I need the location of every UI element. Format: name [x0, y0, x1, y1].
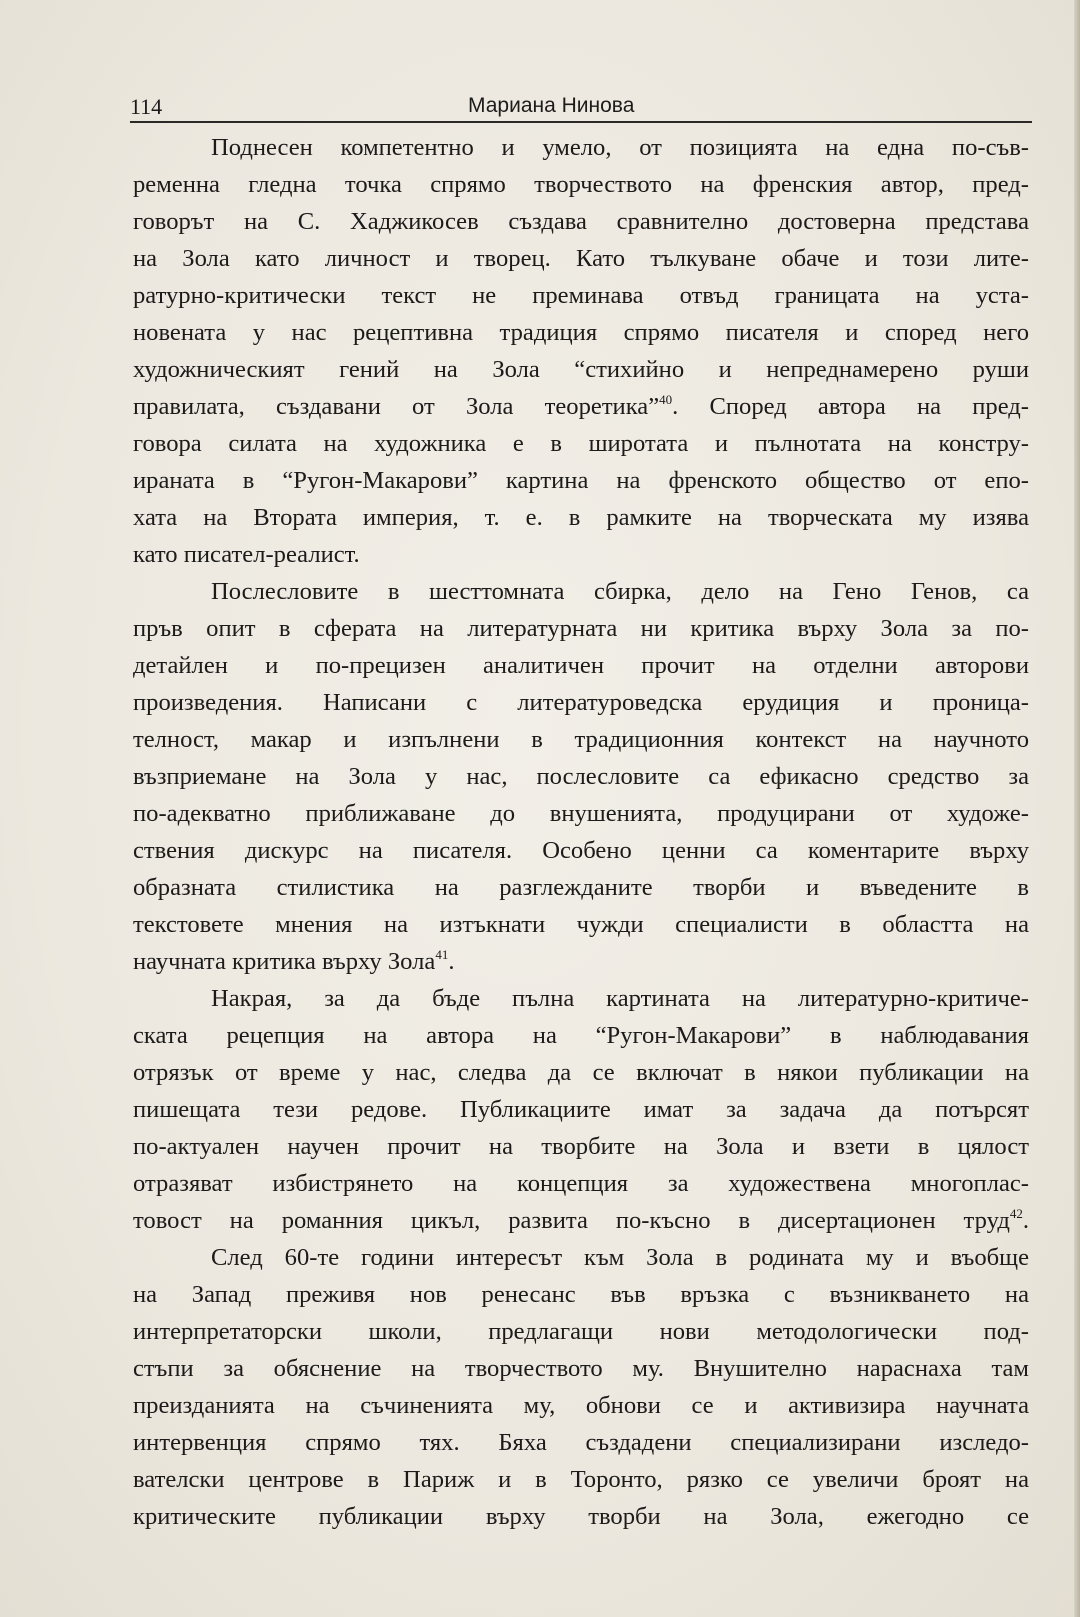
text-line: говора силата на художника е в широтата и пълнотата на констру-: [133, 430, 1029, 457]
text-line: говорът на С. Хаджикосев създава сравнително достоверна представа: [133, 208, 1029, 235]
footnote-ref-41: 41: [435, 947, 449, 962]
text-line: новената у нас рецептивна традиция спрямо писателя и според него: [133, 319, 1029, 346]
page-edge-shadow: [1074, 0, 1080, 1617]
paragraph-3: [133, 980, 1029, 1239]
text-line: преизданията на съчиненията му, обнови се и активизира научната: [133, 1392, 1029, 1419]
text-line: телност, макар и изпълнени в традиционния контекст на научното: [133, 726, 1029, 753]
text-line: по-адекватно приближаване до внушенията, продуцирани от художе-: [133, 800, 1029, 827]
footnote-ref-40: 40: [659, 392, 673, 407]
text-line: интервенция спрямо тях. Бяха създадени специализирани изследо-: [133, 1429, 1029, 1456]
text-line: ствения дискурс на писателя. Особено ценни са коментарите върху: [133, 837, 1029, 864]
text-fragment: .: [448, 948, 455, 975]
text-line: Поднесен компетентно и умело, от позицията на една по-съв-: [211, 134, 1029, 161]
text-line: [133, 1202, 1029, 1239]
text-line: Послесловите в шесттомната сбирка, дело на Гено Генов, са: [211, 578, 1029, 605]
running-head-author: Мариана Нинова: [468, 94, 635, 117]
text-line: ираната в “Ругон-Макарови” картина на френското общество от епо-: [133, 467, 1029, 494]
text-line: текстовете мнения на изтъкнати чужди специалисти в областта на: [133, 911, 1029, 938]
header-rule: [130, 121, 1032, 123]
text-fragment: .: [1022, 1207, 1029, 1234]
text-line: на Зола като личност и творец. Като тълкуване обаче и този лите-: [133, 245, 1029, 272]
text-line: [133, 388, 1029, 425]
footnote-ref-42: 42: [1009, 1206, 1023, 1221]
text-fragment: научната критика върху Зола: [133, 948, 436, 975]
text-line: отрязък от време у нас, следва да се включат в някои публикации на: [133, 1059, 1029, 1086]
text-line: ската рецепция на автора на “Ругон-Макарови” в наблюдавания: [133, 1022, 1029, 1049]
text-line: интерпретаторски школи, предлагащи нови методологически под-: [133, 1318, 1029, 1345]
text-line: ратурно-критически текст не преминава отвъд границата на уста-: [133, 282, 1029, 309]
text-line: ременна гледна точка спрямо творчеството на френския автор, пред-: [133, 171, 1029, 198]
text-line: хата на Втората империя, т. е. в рамките на творческата му изява: [133, 504, 1029, 531]
paragraph-1: [133, 129, 1029, 573]
text-line: произведения. Написани с литературоведска ерудиция и проница-: [133, 689, 1029, 716]
text-line: художническият гений на Зола “стихийно и непреднамерено руши: [133, 356, 1029, 383]
text-line: След 60-те години интересът към Зола в родината му и въобще: [211, 1244, 1029, 1271]
text-line: пръв опит в сферата на литературната ни критика върху Зола за по-: [133, 615, 1029, 642]
text-line: по-актуален научен прочит на творбите на Зола и взети в цялост: [133, 1133, 1029, 1160]
page-header: [130, 94, 1032, 124]
body-text: [133, 129, 1029, 1535]
text-line: Накрая, за да бъде пълна картината на литературно-критиче-: [211, 985, 1029, 1012]
page-number: 114: [130, 94, 163, 119]
text-fragment: правилата, създавани от Зола теоретика”: [133, 393, 660, 420]
text-line: пишещата тези редове. Публикациите имат за задача да потърсят: [133, 1096, 1029, 1123]
text-line: на Запад преживя нов ренесанс във връзка с възникването на: [133, 1281, 1029, 1308]
text-line: възприемане на Зола у нас, послесловите са ефикасно средство за: [133, 763, 1029, 790]
text-line: отразяват избистрянето на концепция за художествена многоплас-: [133, 1170, 1029, 1197]
text-line: критическите публикации върху творби на Зола, ежегодно се: [133, 1503, 1029, 1530]
text-line: детайлен и по-прецизен аналитичен прочит на отделни авторови: [133, 652, 1029, 679]
text-line: [133, 943, 1029, 980]
text-line: като писател-реалист.: [133, 541, 360, 568]
text-line: стъпи за обяснение на творчеството му. Внушително нараснаха там: [133, 1355, 1029, 1382]
paragraph-4: [133, 1239, 1029, 1535]
text-fragment: . Според автора на пред-: [672, 393, 1029, 420]
paragraph-2: [133, 573, 1029, 980]
text-line: образната стилистика на разглежданите творби и въведените в: [133, 874, 1029, 901]
text-line: вателски центрове в Париж и в Торонто, рязко се увеличи броят на: [133, 1466, 1029, 1493]
text-fragment: товост на романния цикъл, развита по-късно в дисертационен труд: [133, 1207, 1010, 1234]
